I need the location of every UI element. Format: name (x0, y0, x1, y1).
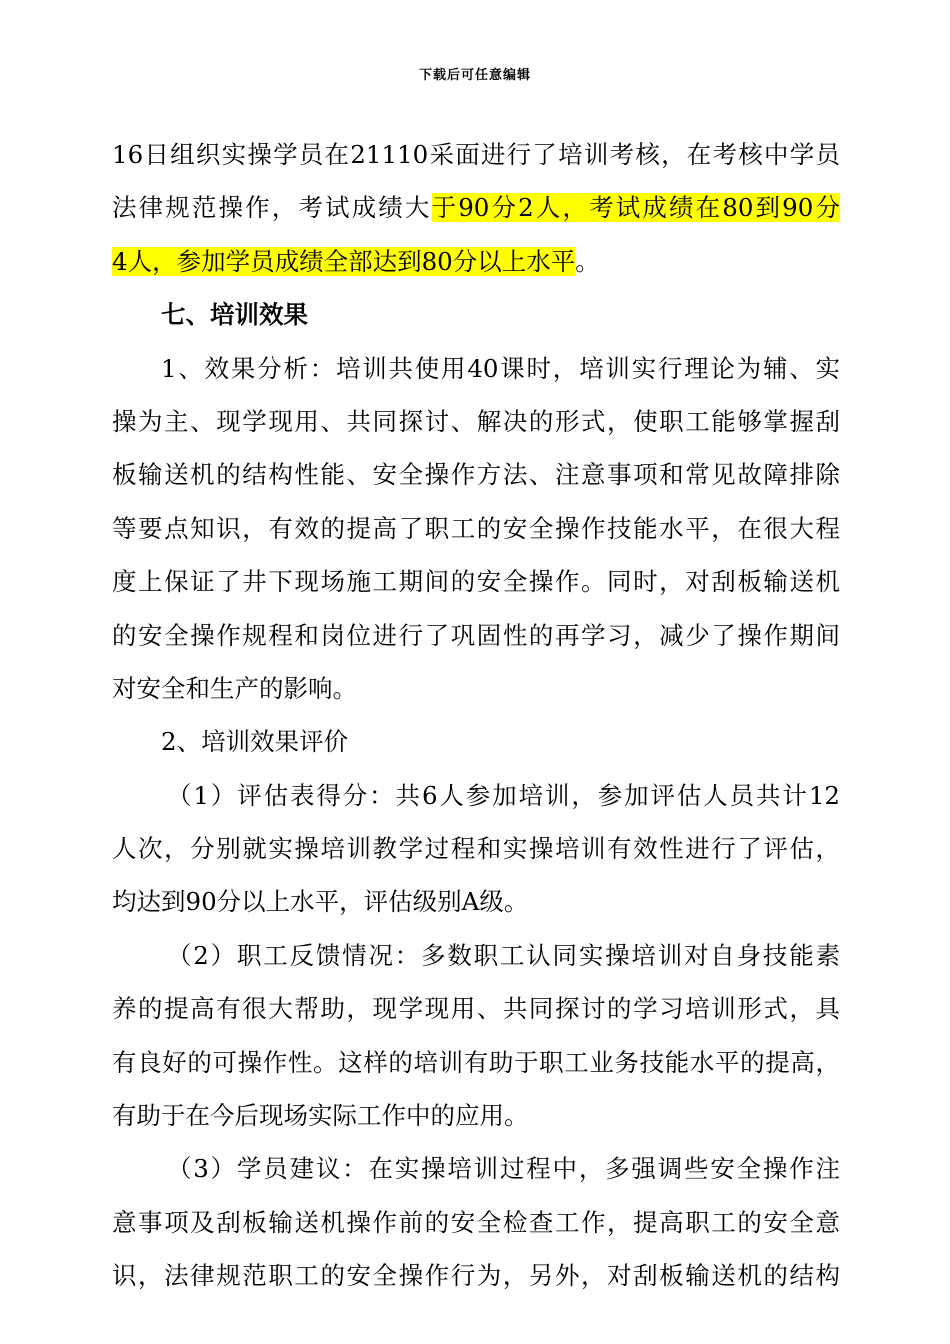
paragraph-line: 对安全和生产的影响。 (112, 673, 357, 703)
paragraph-line: 16日组织实操学员在21110采面进行了培训考核，在考核中学员 (112, 140, 840, 169)
paragraph-line: 均达到90分以上水平，评估级别A级。 (112, 887, 529, 917)
paragraph-line: 人次，分别就实操培训教学过程和实操培训有效性进行了评估， (112, 834, 840, 864)
text-run: 法律规范操作，考试成绩大 (112, 193, 432, 223)
section-heading: 七、培训效果 (161, 300, 308, 330)
highlighted-text: 于90分2人，考试成绩在80到90分 (431, 193, 840, 223)
paragraph-line: 1、效果分析：培训共使用40课时，培训实行理论为辅、实 (161, 353, 840, 383)
subsection-heading: 2、培训效果评价 (161, 727, 349, 757)
page-header: 下载后可任意编辑 (418, 68, 531, 83)
paragraph-line: （1）评估表得分：共6人参加培训，参加评估人员共计12 (167, 780, 840, 810)
paragraph-line: 意事项及刮板输送机操作前的安全检查工作，提高职工的安全意 (112, 1207, 840, 1237)
paragraph-line (112, 181, 840, 234)
paragraph-line: 识，法律规范职工的安全操作行为，另外，对刮板输送机的结构 (112, 1261, 840, 1291)
paragraph-line: 有助于在今后现场实际工作中的应用。 (112, 1101, 529, 1131)
paragraph-line: 等要点知识，有效的提高了职工的安全操作技能水平，在很大程 (112, 513, 840, 543)
paragraph-line: 操为主、现学现用、共同探讨、解决的形式，使职工能够掌握刮 (112, 406, 840, 436)
paragraph-line: 板输送机的结构性能、安全操作方法、注意事项和常见故障排除 (112, 460, 840, 490)
paragraph-line: 度上保证了井下现场施工期间的安全操作。同时，对刮板输送机 (112, 567, 840, 597)
highlighted-text: 4人，参加学员成绩全部达到80分以上水平 (112, 246, 576, 276)
paragraph-line: 有良好的可操作性。这样的培训有助于职工业务技能水平的提高， (112, 1047, 840, 1077)
paragraph-line: （2）职工反馈情况：多数职工认同实操培训对自身技能素 (167, 940, 840, 970)
document-body (112, 128, 840, 1303)
paragraph-line (112, 235, 840, 288)
text-run: 。 (575, 246, 600, 276)
paragraph-line: 的安全操作规程和岗位进行了巩固性的再学习，减少了操作期间 (112, 620, 840, 650)
paragraph-line: 养的提高有很大帮助，现学现用、共同探讨的学习培训形式，具 (112, 994, 840, 1024)
paragraph-line: （3）学员建议：在实操培训过程中，多强调些安全操作注 (167, 1154, 840, 1184)
